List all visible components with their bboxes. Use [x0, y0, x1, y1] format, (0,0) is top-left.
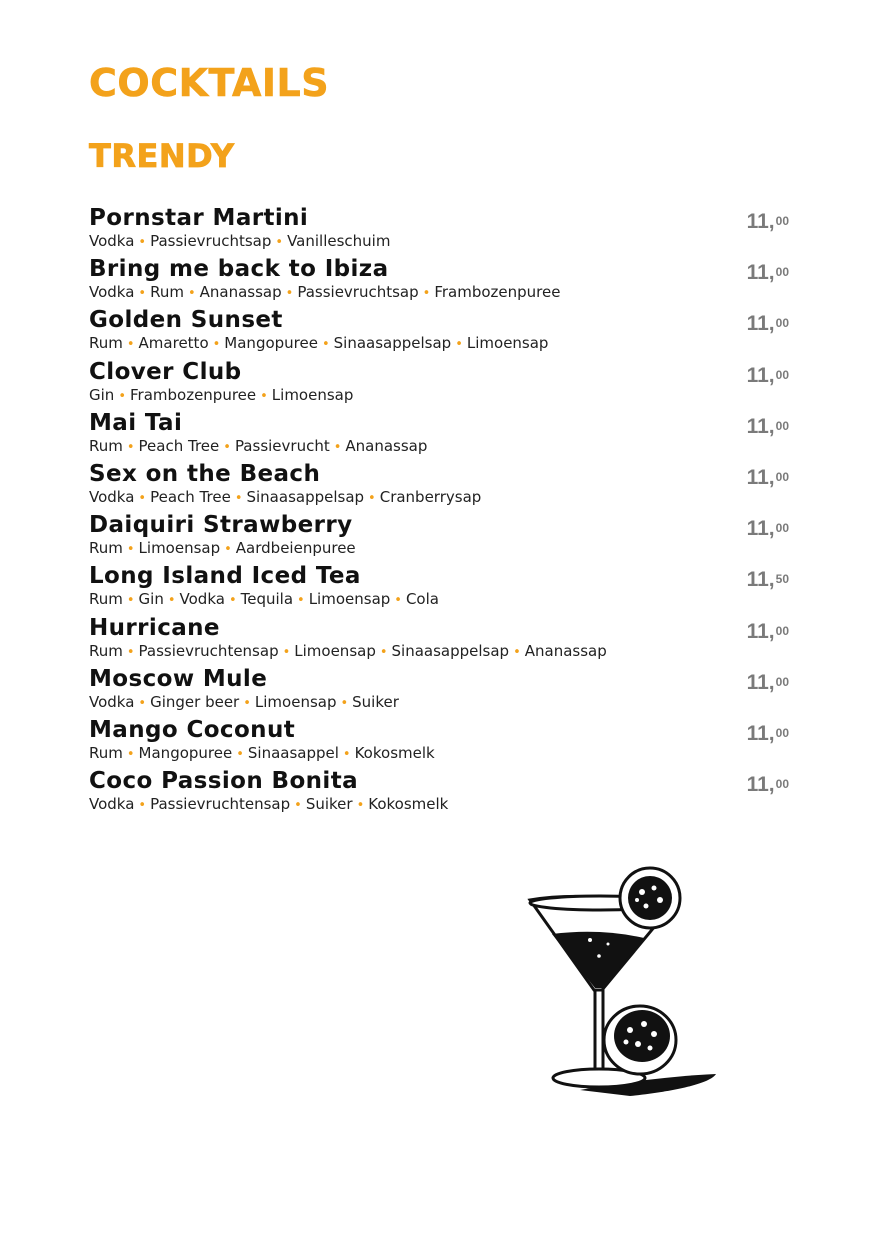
- ingredient: Suiker: [352, 692, 399, 711]
- ingredient: Mangopuree: [224, 334, 318, 353]
- cocktail-ingredients: [89, 437, 427, 457]
- ingredient: Vodka: [89, 795, 135, 814]
- ingredient: Limoensap: [254, 692, 337, 711]
- cocktail-ingredients: [89, 283, 560, 303]
- price-cents: 00: [775, 777, 789, 792]
- ingredient: Kokosmelk: [368, 795, 449, 814]
- bullet-separator: •: [234, 490, 243, 506]
- list-item: [89, 359, 789, 410]
- price-main: 11,: [746, 414, 775, 438]
- ingredient: Limoensap: [466, 334, 549, 353]
- ingredient: Rum: [89, 436, 123, 455]
- cocktail-name: Hurricane: [89, 614, 220, 641]
- bullet-separator: •: [138, 490, 147, 506]
- bullet-separator: •: [138, 798, 147, 814]
- bullet-separator: •: [297, 593, 305, 609]
- price-cents: 00: [775, 521, 789, 536]
- price: [747, 210, 789, 234]
- page-title: COCKTAILS: [89, 61, 330, 105]
- price: [747, 671, 789, 695]
- bullet-separator: •: [212, 337, 221, 353]
- cocktail-ingredients: [89, 539, 356, 559]
- ingredient: Amaretto: [138, 334, 209, 353]
- ingredient: Vanilleschuim: [287, 232, 391, 250]
- cocktail-ingredients: [89, 232, 390, 252]
- cocktail-name: Mai Tai: [89, 409, 183, 436]
- cocktail-ingredients: [89, 488, 481, 508]
- price: [747, 773, 789, 797]
- bullet-separator: •: [126, 593, 135, 609]
- bullet-separator: •: [356, 798, 365, 814]
- rim-passion-fruit-slice: [620, 868, 680, 928]
- ingredient: Sinaasappelsap: [391, 641, 510, 660]
- ingredient: Rum: [89, 590, 123, 609]
- list-item: [89, 563, 789, 614]
- ingredient: Rum: [89, 539, 123, 558]
- ingredient: Cola: [405, 590, 439, 609]
- price-cents: 50: [775, 572, 789, 587]
- bullet-separator: •: [333, 439, 342, 455]
- list-item: [89, 461, 789, 512]
- cocktail-name: Moscow Mule: [89, 665, 268, 692]
- price: [747, 261, 789, 285]
- halved-passion-fruit: [604, 1006, 676, 1074]
- price-main: 11,: [746, 721, 775, 745]
- cocktail-ingredients: [89, 386, 353, 406]
- list-item: [89, 256, 789, 307]
- bullet-separator: •: [126, 542, 135, 558]
- bullet-separator: •: [340, 695, 349, 711]
- cocktail-name: Long Island Iced Tea: [89, 563, 361, 590]
- ingredient: Rum: [150, 283, 184, 302]
- cocktail-name: Coco Passion Bonita: [89, 768, 359, 795]
- cocktail-name: Golden Sunset: [89, 307, 283, 334]
- cocktail-ingredients: [89, 744, 435, 764]
- ingredient: Sinaasappelsap: [333, 334, 452, 353]
- list-item: [89, 307, 789, 358]
- price: [747, 466, 789, 490]
- price-cents: 00: [775, 367, 789, 382]
- price-main: 11,: [746, 363, 775, 387]
- cocktail-ingredients: [89, 590, 439, 610]
- ingredient: Vodka: [89, 232, 135, 250]
- price: [747, 620, 789, 644]
- price-main: 11,: [746, 210, 775, 233]
- price: [747, 364, 789, 388]
- bullet-separator: •: [167, 593, 176, 609]
- ingredient: Vodka: [89, 283, 135, 302]
- price-cents: 00: [775, 265, 789, 280]
- bullet-separator: •: [394, 593, 402, 609]
- ingredient: Mangopuree: [138, 743, 233, 762]
- ingredient: Passievruchtsap: [150, 232, 272, 250]
- bullet-separator: •: [224, 542, 232, 558]
- bullet-separator: •: [513, 644, 521, 660]
- cocktail-name: Clover Club: [89, 358, 242, 385]
- ingredient: Limoensap: [271, 385, 354, 404]
- bullet-separator: •: [138, 286, 147, 302]
- ingredient: Sinaasappel: [247, 743, 339, 762]
- list-item: [89, 410, 789, 461]
- ingredient: Kokosmelk: [354, 743, 435, 762]
- cocktail-ingredients: [89, 642, 607, 662]
- bullet-separator: •: [126, 337, 135, 353]
- ingredient: Rum: [89, 743, 123, 762]
- bullet-separator: •: [187, 286, 196, 302]
- cocktail-ingredients: [89, 693, 399, 713]
- cocktail-list: [89, 205, 789, 819]
- bullet-separator: •: [228, 593, 237, 609]
- cocktail-ingredients: [89, 334, 548, 354]
- ingredient: Passievruchtensap: [138, 641, 279, 660]
- ingredient: Rum: [89, 641, 123, 660]
- ingredient: Peach Tree: [150, 487, 231, 506]
- ingredient: Cranberrysap: [379, 487, 482, 506]
- list-item: [89, 205, 789, 256]
- price: [747, 517, 789, 541]
- ingredient: Rum: [89, 334, 123, 353]
- ingredient: Ananassap: [199, 283, 282, 302]
- bullet-separator: •: [260, 388, 268, 404]
- ingredient: Limoensap: [138, 539, 221, 558]
- ingredient: Tequila: [240, 590, 294, 609]
- bullet-separator: •: [368, 490, 376, 506]
- price-main: 11,: [746, 465, 775, 489]
- price: [747, 312, 789, 336]
- cocktail-name: Bring me back to Ibiza: [89, 256, 389, 283]
- price-cents: 00: [775, 316, 789, 331]
- bullet-separator: •: [223, 439, 231, 455]
- bullet-separator: •: [321, 337, 330, 353]
- price: [747, 722, 789, 746]
- price: [747, 415, 789, 439]
- ingredient: Vodka: [179, 590, 225, 609]
- price-main: 11,: [746, 261, 775, 285]
- glass-liquid: [552, 932, 644, 988]
- ingredient: Limoensap: [294, 641, 376, 660]
- price-cents: 00: [775, 725, 789, 740]
- ingredient: Frambozenpuree: [434, 283, 561, 302]
- ingredient: Gin: [89, 385, 115, 404]
- cocktail-name: Sex on the Beach: [89, 460, 321, 487]
- ingredient: Passievruchtensap: [150, 795, 291, 814]
- bullet-separator: •: [138, 235, 147, 250]
- price-main: 11,: [746, 773, 775, 797]
- ingredient: Frambozenpuree: [129, 385, 257, 404]
- ingredient: Vodka: [89, 692, 135, 711]
- bullet-separator: •: [282, 644, 291, 660]
- price-cents: 00: [775, 469, 789, 484]
- ingredient: Suiker: [305, 795, 353, 814]
- list-item: [89, 615, 789, 666]
- price-cents: 00: [775, 674, 789, 689]
- bullet-separator: •: [126, 439, 135, 455]
- cocktail-name: Mango Coconut: [89, 716, 296, 743]
- bullet-separator: •: [236, 746, 244, 762]
- glass-stem: [595, 990, 603, 1072]
- price-main: 11,: [746, 568, 775, 592]
- bullet-separator: •: [455, 337, 463, 353]
- ingredient: Gin: [138, 590, 164, 609]
- bullet-separator: •: [294, 798, 302, 814]
- price: [747, 568, 789, 592]
- cocktail-ingredients: [89, 795, 448, 815]
- ingredient: Passievrucht: [234, 436, 330, 455]
- bullet-separator: •: [243, 695, 251, 711]
- price-cents: 00: [775, 623, 789, 638]
- price-main: 11,: [746, 312, 775, 336]
- ingredient: Ananassap: [524, 641, 607, 660]
- ingredient: Aardbeienpuree: [235, 539, 356, 558]
- bullet-separator: •: [126, 644, 135, 660]
- list-item: [89, 666, 789, 717]
- ingredient: Ananassap: [345, 436, 428, 455]
- ingredient: Ginger beer: [150, 692, 240, 711]
- ingredient: Sinaasappelsap: [246, 487, 365, 506]
- price-main: 11,: [746, 517, 775, 541]
- bullet-separator: •: [422, 286, 431, 302]
- price-main: 11,: [746, 619, 775, 643]
- bullet-separator: •: [118, 388, 126, 404]
- ingredient: Limoensap: [308, 590, 391, 609]
- cocktail-name: Pornstar Martini: [89, 205, 309, 231]
- section-title: TRENDY: [89, 137, 235, 175]
- ingredient: Passievruchtsap: [297, 283, 419, 302]
- cocktail-name: Daiquiri Strawberry: [89, 512, 353, 539]
- bullet-separator: •: [275, 235, 284, 250]
- list-item: [89, 768, 789, 819]
- price-main: 11,: [746, 670, 775, 694]
- price-cents: 00: [775, 214, 789, 228]
- bullet-separator: •: [126, 746, 135, 762]
- bullet-separator: •: [138, 695, 147, 711]
- bullet-separator: •: [342, 746, 351, 762]
- martini-glass-with-passion-fruit-icon: [520, 862, 720, 1102]
- bullet-separator: •: [379, 644, 388, 660]
- list-item: [89, 512, 789, 563]
- bullet-separator: •: [285, 286, 294, 302]
- ingredient: Peach Tree: [138, 436, 220, 455]
- price-cents: 00: [775, 418, 789, 433]
- ingredient: Vodka: [89, 487, 135, 506]
- list-item: [89, 717, 789, 768]
